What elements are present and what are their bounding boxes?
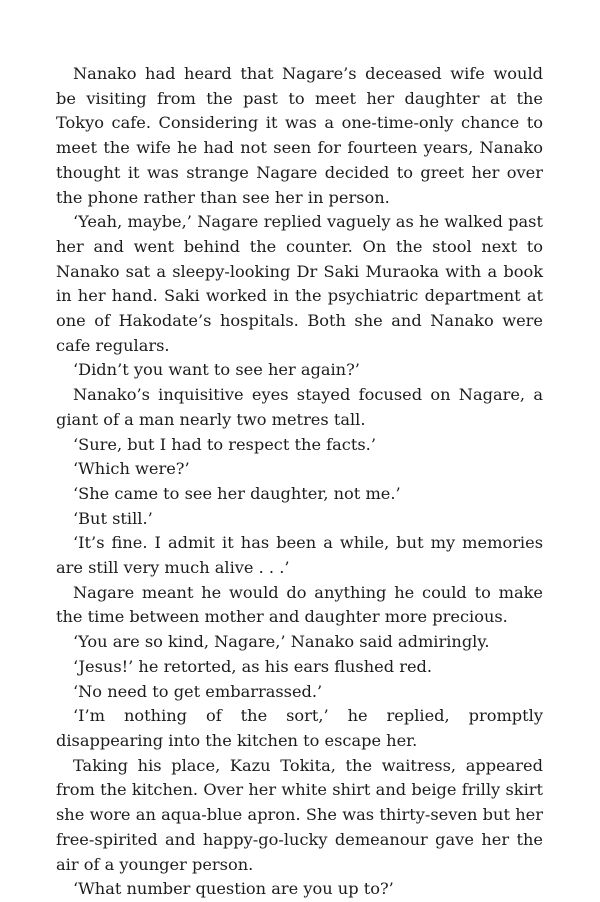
paragraph: ‘I’m nothing of the sort,’ he replied, promptly disappearing into the kitchen to escape her. [56, 706, 543, 750]
paragraph: ‘It’s fine. I admit it has been a while, but my memories are still very much alive . . .’ [56, 533, 543, 578]
paragraph: ‘What number question are you up to?’ [73, 879, 394, 899]
paragraph: ‘Didn’t you want to see her again?’ [73, 360, 360, 380]
paragraph: ‘No need to get embarrassed.’ [73, 681, 323, 701]
paragraph: ‘You are so kind, Nagare,’ Nanako said admiringly. [73, 632, 490, 652]
paragraph: Nagare meant he would do anything he could to make the time between mother and daughter more precious. [56, 582, 543, 627]
paragraph: ‘Sure, but I had to respect the facts.’ [73, 434, 376, 454]
paragraph: ‘Yeah, maybe,’ Nagare replied vaguely as he walked past her and went behind the counter. On the stool next to Nanako sat a sleepy-looking Dr Saki Muraoka with a book in her hand. Saki worked in the psychiatric department at one of Hakodate’s hospitals. Both she and Nanako were cafe regulars. [56, 212, 543, 355]
paragraph: ‘Which were?’ [73, 459, 190, 479]
paragraph: ‘But still.’ [73, 508, 153, 528]
paragraph: ‘She came to see her daughter, not me.’ [73, 483, 401, 503]
paragraph: Taking his place, Kazu Tokita, the waitress, appeared from the kitchen. Over her white shirt and beige frilly skirt she wore an aqua-blue apron. She was thirty-seven but her free-spirited and happy-go-lucky demeanour gave her the air of a younger person. [56, 755, 543, 874]
paragraph: Nanako’s inquisitive eyes stayed focused on Nagare, a giant of a man nearly two metres tall. [56, 385, 543, 429]
page-text [56, 62, 543, 902]
paragraph: ‘Jesus!’ he retorted, as his ears flushed red. [73, 656, 433, 676]
paragraph: Nanako had heard that Nagare’s deceased wife would be visiting from the past to meet her daughter at the Tokyo cafe. Considering it was a one-time-only chance to meet the wife he had not seen for fourteen years, Nanako thought it was strange Nagare decided to greet her over the phone rather than see her in person. [56, 64, 543, 207]
